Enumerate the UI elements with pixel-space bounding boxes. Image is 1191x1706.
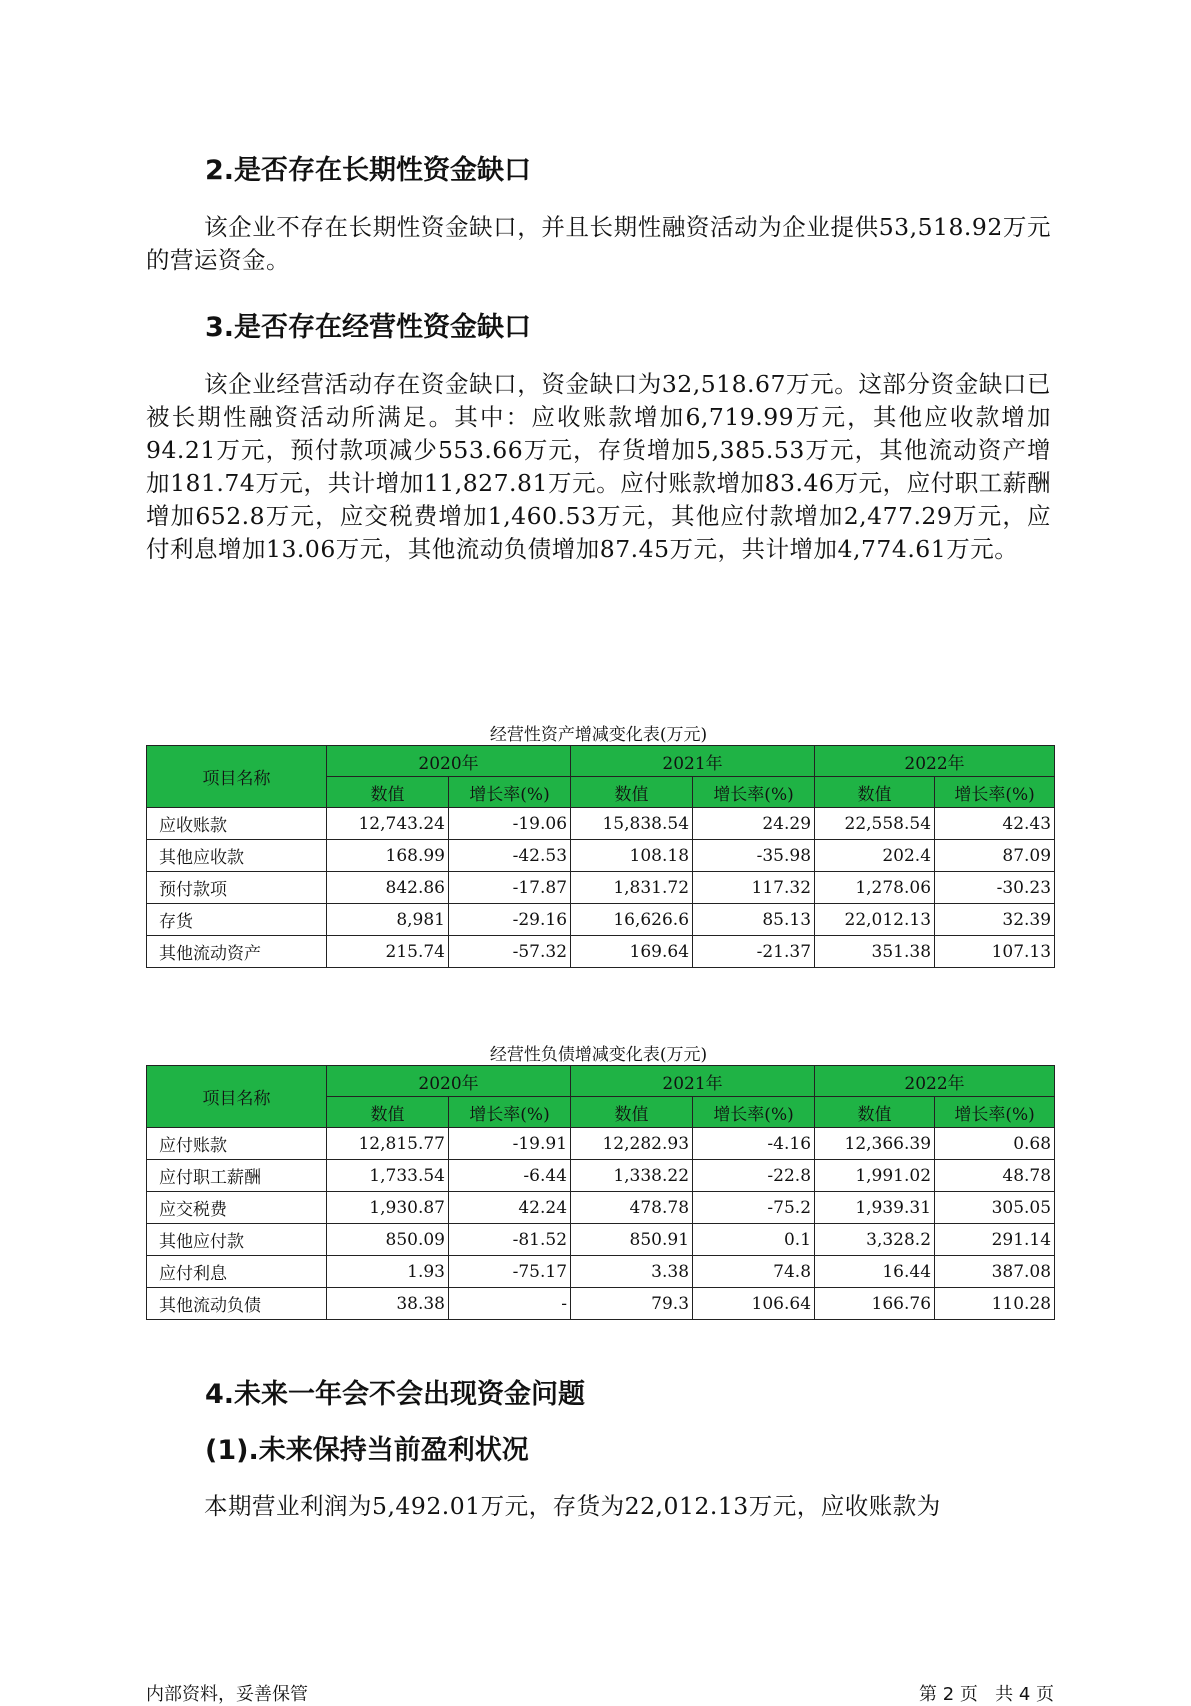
table-cell: 15,838.54	[571, 808, 693, 840]
table-cell: 0.68	[935, 1128, 1055, 1160]
header-growth: 增长率(%)	[693, 1097, 815, 1128]
table-cell: 166.76	[815, 1288, 935, 1320]
table-cell: -4.16	[693, 1128, 815, 1160]
table-cell: 12,366.39	[815, 1128, 935, 1160]
header-growth: 增长率(%)	[935, 777, 1055, 808]
section-3-text: 该企业经营活动存在资金缺口，资金缺口为32,518.67万元。这部分资金缺口已被长期性融资活动所满足。其中：应收账款增加6,719.99万元，其他应收款增加94.21万元，预付款项减少553.66万元，存货增加5,385.53万元，其他流动资产增加181.74万元，共计增加11,827.81万元。应付账款增加83.46万元，应付职工薪酬增加652.8万元，应交税费增加1,460.53万元，其他应付款增加2,477.29万元，应付利息增加13.06万元，其他流动负债增加87.45万元，共计增加4,774.61万元。	[146, 370, 1051, 563]
table-cell: -30.23	[935, 872, 1055, 904]
table-cell: -6.44	[449, 1160, 571, 1192]
table-cell: 12,282.93	[571, 1128, 693, 1160]
header-year-2021: 2021年	[571, 746, 815, 777]
table-row	[147, 1192, 1055, 1224]
table-cell: 1,831.72	[571, 872, 693, 904]
row-label: 其他应收款	[147, 840, 327, 872]
row-label: 应付利息	[147, 1256, 327, 1288]
table-cell: 12,815.77	[327, 1128, 449, 1160]
table-cell: 169.64	[571, 936, 693, 968]
section-4-1-text: 本期营业利润为5,492.01万元，存货为22,012.13万元，应收账款为	[204, 1492, 941, 1520]
header-year-2022: 2022年	[815, 746, 1055, 777]
section-4-1-title: (1).未来保持当前盈利状况	[205, 1435, 529, 1466]
table-cell: -57.32	[449, 936, 571, 968]
row-label: 应交税费	[147, 1192, 327, 1224]
table-row	[147, 904, 1055, 936]
row-label: 其他流动资产	[147, 936, 327, 968]
table-row	[147, 1128, 1055, 1160]
table-cell: -75.2	[693, 1192, 815, 1224]
section-3-title: 3.是否存在经营性资金缺口	[205, 312, 532, 343]
row-label: 预付款项	[147, 872, 327, 904]
header-item-name: 项目名称	[147, 746, 327, 808]
table-cell: 842.86	[327, 872, 449, 904]
table-cell: 351.38	[815, 936, 935, 968]
header-growth: 增长率(%)	[935, 1097, 1055, 1128]
table-cell: 38.38	[327, 1288, 449, 1320]
table-cell: -35.98	[693, 840, 815, 872]
table-cell: 110.28	[935, 1288, 1055, 1320]
header-growth: 增长率(%)	[449, 1097, 571, 1128]
row-label: 存货	[147, 904, 327, 936]
table-row	[147, 1224, 1055, 1256]
header-year-2022: 2022年	[815, 1066, 1055, 1097]
table-row	[147, 808, 1055, 840]
table-cell: -	[449, 1288, 571, 1320]
table-cell: 3,328.2	[815, 1224, 935, 1256]
table-cell: -75.17	[449, 1256, 571, 1288]
assets-table	[146, 745, 1055, 968]
section-2-text: 该企业不存在长期性资金缺口，并且长期性融资活动为企业提供53,518.92万元的营运资金。	[146, 213, 1051, 274]
table-cell: 106.64	[693, 1288, 815, 1320]
table-cell: 1.93	[327, 1256, 449, 1288]
table-cell: 168.99	[327, 840, 449, 872]
table-cell: -29.16	[449, 904, 571, 936]
table-cell: 42.43	[935, 808, 1055, 840]
table-row	[147, 1160, 1055, 1192]
header-value: 数值	[571, 1097, 693, 1128]
header-growth: 增长率(%)	[693, 777, 815, 808]
header-item-name: 项目名称	[147, 1066, 327, 1128]
table-cell: 42.24	[449, 1192, 571, 1224]
header-value: 数值	[327, 1097, 449, 1128]
table-row	[147, 1256, 1055, 1288]
table-cell: 12,743.24	[327, 808, 449, 840]
table-cell: 1,930.87	[327, 1192, 449, 1224]
table-cell: 478.78	[571, 1192, 693, 1224]
table-cell: 108.18	[571, 840, 693, 872]
table-cell: 1,939.31	[815, 1192, 935, 1224]
table-cell: 22,558.54	[815, 808, 935, 840]
table-cell: 387.08	[935, 1256, 1055, 1288]
row-label: 其他应付款	[147, 1224, 327, 1256]
table-cell: 79.3	[571, 1288, 693, 1320]
liabilities-table-caption: 经营性负债增减变化表(万元)	[489, 1045, 708, 1065]
table-cell: 0.1	[693, 1224, 815, 1256]
footer-confidential: 内部资料，妥善保管	[146, 1684, 308, 1705]
table-cell: 3.38	[571, 1256, 693, 1288]
row-label: 应付职工薪酬	[147, 1160, 327, 1192]
table-cell: -42.53	[449, 840, 571, 872]
table-cell: 202.4	[815, 840, 935, 872]
row-label: 应付账款	[147, 1128, 327, 1160]
header-value: 数值	[571, 777, 693, 808]
header-year-2021: 2021年	[571, 1066, 815, 1097]
table-cell: -19.91	[449, 1128, 571, 1160]
header-value: 数值	[815, 1097, 935, 1128]
footer-page-number: 第 2 页 共 4 页	[919, 1684, 1054, 1705]
table-cell: 850.09	[327, 1224, 449, 1256]
table-cell: 8,981	[327, 904, 449, 936]
table-row	[147, 872, 1055, 904]
table-cell: -21.37	[693, 936, 815, 968]
table-cell: 1,733.54	[327, 1160, 449, 1192]
table-cell: 1,278.06	[815, 872, 935, 904]
row-label: 应收账款	[147, 808, 327, 840]
assets-table-body	[147, 808, 1055, 968]
table-cell: 117.32	[693, 872, 815, 904]
header-year-2020: 2020年	[327, 1066, 571, 1097]
table-cell: 107.13	[935, 936, 1055, 968]
section-2-title: 2.是否存在长期性资金缺口	[205, 155, 532, 186]
section-4-title: 4.未来一年会不会出现资金问题	[205, 1379, 586, 1410]
table-row	[147, 840, 1055, 872]
table-cell: 22,012.13	[815, 904, 935, 936]
header-growth: 增长率(%)	[449, 777, 571, 808]
header-value: 数值	[327, 777, 449, 808]
liabilities-table	[146, 1065, 1055, 1320]
table-cell: -22.8	[693, 1160, 815, 1192]
table-row	[147, 936, 1055, 968]
row-label: 其他流动负债	[147, 1288, 327, 1320]
table-cell: 1,338.22	[571, 1160, 693, 1192]
table-cell: 215.74	[327, 936, 449, 968]
table-cell: -81.52	[449, 1224, 571, 1256]
assets-table-caption: 经营性资产增减变化表(万元)	[489, 725, 708, 745]
table-cell: 74.8	[693, 1256, 815, 1288]
table-cell: 48.78	[935, 1160, 1055, 1192]
table-cell: 32.39	[935, 904, 1055, 936]
table-cell: -17.87	[449, 872, 571, 904]
header-value: 数值	[815, 777, 935, 808]
table-cell: 305.05	[935, 1192, 1055, 1224]
table-cell: 1,991.02	[815, 1160, 935, 1192]
table-cell: -19.06	[449, 808, 571, 840]
table-cell: 16.44	[815, 1256, 935, 1288]
header-year-2020: 2020年	[327, 746, 571, 777]
table-cell: 24.29	[693, 808, 815, 840]
table-cell: 16,626.6	[571, 904, 693, 936]
table-cell: 85.13	[693, 904, 815, 936]
liabilities-table-body	[147, 1128, 1055, 1320]
table-row	[147, 1288, 1055, 1320]
table-cell: 291.14	[935, 1224, 1055, 1256]
table-cell: 850.91	[571, 1224, 693, 1256]
table-cell: 87.09	[935, 840, 1055, 872]
